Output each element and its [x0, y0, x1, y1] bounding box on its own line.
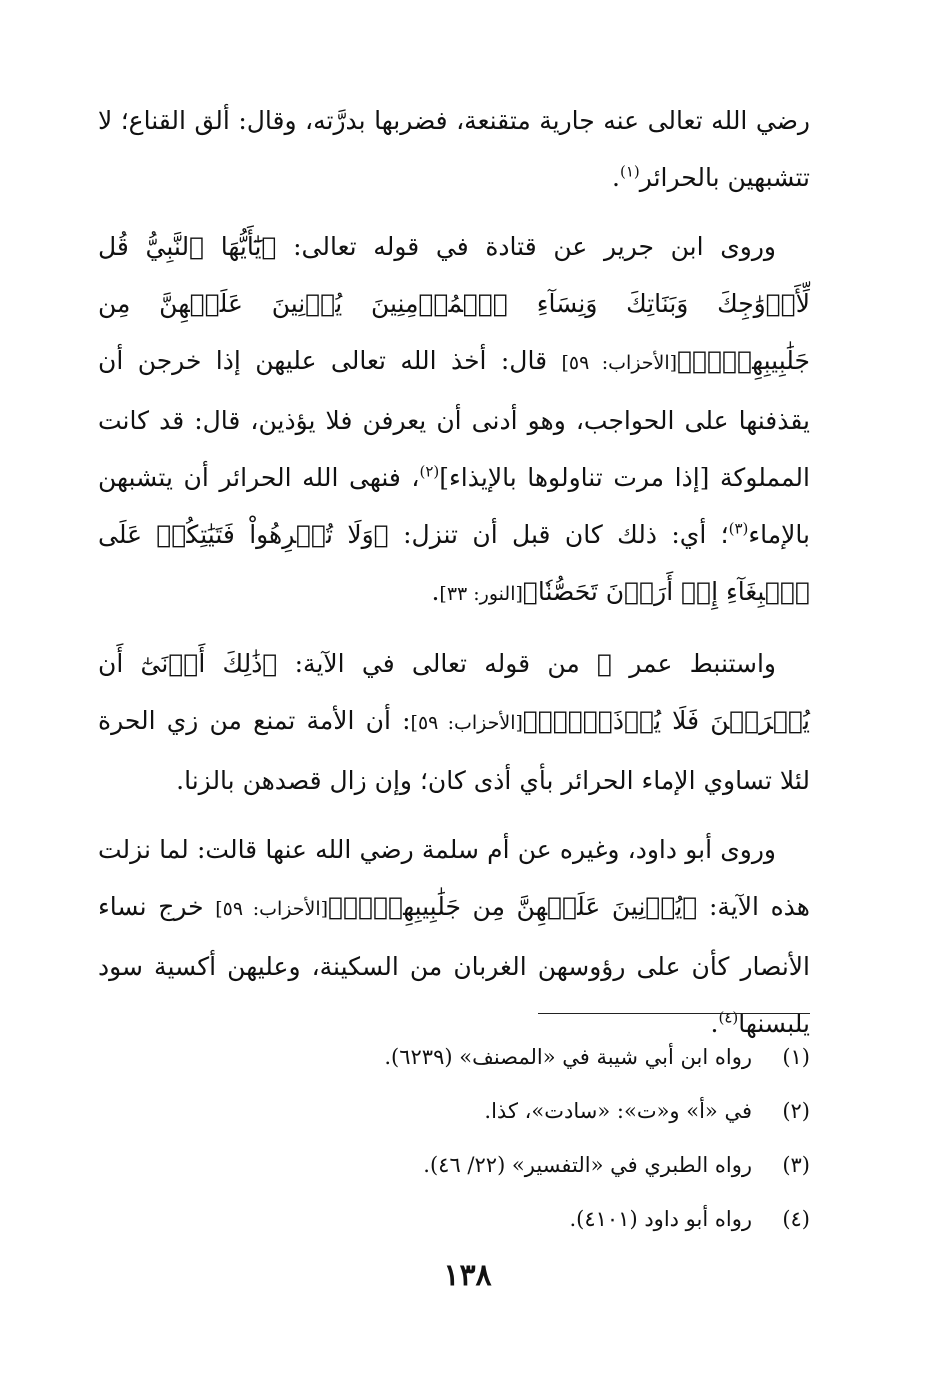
- body-text: قال: أخذ الله تعالى عليهن إذا خرجن أن يقذفنها على الحواجب، وهو أدنى أن يعرفن فلا يؤذين، قال: قد كانت المملوكة [إذا مرت تناولوها بالإيذاء]: [98, 346, 810, 492]
- footnote-separator: [538, 1013, 810, 1014]
- body-text: وروى ابن جرير عن قتادة في قوله تعالى:: [276, 232, 777, 261]
- quran-verse: ﴿يُدۡنِينَ عَلَيۡهِنَّ مِن جَلَٰبِيبِهِنَّۚ﴾: [328, 892, 698, 921]
- body-text: واستنبط عمر ﷺ من قوله تعالى في الآية:: [277, 649, 776, 678]
- footnote-reference: (٣): [728, 519, 749, 538]
- footnote-text: في «أ» و«ت»: «سادت»، كذا.: [484, 1099, 752, 1123]
- page-number: ١٣٨: [443, 1258, 492, 1293]
- footnote-number: (٤): [782, 1207, 810, 1231]
- verse-reference: [الأحزاب: ٥٩]: [410, 712, 523, 734]
- quran-verse: ﴿يَٰٓأَيُّهَا ٱلنَّبِيُّ قُل لِّأَزۡوَٰجِكَ وَبَنَاتِكَ وَنِسَآءِ ٱلۡمُؤۡمِنِينَ يُدۡنِينَ عَلَيۡهِنَّ مِن جَلَٰبِيبِهِنَّۚ﴾: [98, 232, 810, 375]
- footnote-4: [210, 1192, 810, 1246]
- footnote-1: [210, 1030, 810, 1084]
- footnote-text: رواه أبو داود (٤١٠١).: [569, 1207, 752, 1231]
- footnote-number: (٣): [782, 1153, 810, 1177]
- body-text: رضي الله تعالى عنه جارية متقنعة، فضربها بدرَّته، وقال: ألق القناع؛ لا تتشبهين بالحرائر: [98, 106, 810, 192]
- paragraph-3: [98, 635, 810, 809]
- paragraph-4: [98, 821, 810, 1052]
- footnote-3: [210, 1138, 810, 1192]
- verse-reference: [الأحزاب: ٥٩]: [215, 898, 329, 920]
- body-text: .: [431, 577, 440, 606]
- footnote-reference: (٢): [419, 462, 440, 481]
- footnote-2: [210, 1084, 810, 1138]
- page-body: [98, 92, 810, 1064]
- quran-verse: ﴿وَلَا تُكۡرِهُواْ فَتَيَٰتِكُمۡ عَلَى ٱلۡبِغَآءِ إِنۡ أَرَدۡنَ تَحَصُّنٗا﴾: [98, 520, 810, 606]
- footnote-number: (٢): [782, 1099, 810, 1123]
- verse-reference: [الأحزاب: ٥٩]: [561, 352, 678, 374]
- body-text: .: [710, 1009, 719, 1038]
- paragraph-2: [98, 218, 810, 623]
- body-text: ؛ أي: ذلك كان قبل أن تنزل:: [388, 520, 729, 549]
- body-text: : أن الأمة تمنع من زي الحرة لئلا تساوي الإماء الحرائر بأي أذى كان؛ وإن زال قصدهن بالزنا.: [98, 706, 810, 795]
- paragraph-1: [98, 92, 810, 206]
- body-text: .: [612, 163, 620, 192]
- quran-verse: ﴿ذَٰلِكَ أَدۡنَىٰٓ أَن يُعۡرَفۡنَ فَلَا يُؤۡذَيۡنَۗ﴾: [98, 649, 810, 735]
- footnotes: [210, 1030, 810, 1246]
- footnote-number: (١): [782, 1045, 810, 1069]
- body-text: ، فنهى الله الحرائر أن يتشبهن بالإماء: [98, 463, 810, 549]
- footnote-text: رواه الطبري في «التفسير» (٢٢/ ٤٦).: [423, 1153, 752, 1177]
- verse-reference: [النور: ٣٣]: [439, 583, 523, 605]
- body-text: خرج نساء الأنصار كأن على رؤوسهن الغربان من السكينة، وعليهن أكسية سود يلبسنها: [98, 892, 810, 1038]
- body-text: وروى أبو داود، وغيره عن أم سلمة رضي الله عنها قالت: لما نزلت هذه الآية:: [98, 835, 810, 921]
- footnote-reference: (١): [620, 162, 640, 181]
- footnote-text: رواه ابن أبي شيبة في «المصنف» (٦٢٣٩).: [384, 1045, 752, 1069]
- footnote-reference: (٤): [718, 1008, 739, 1027]
